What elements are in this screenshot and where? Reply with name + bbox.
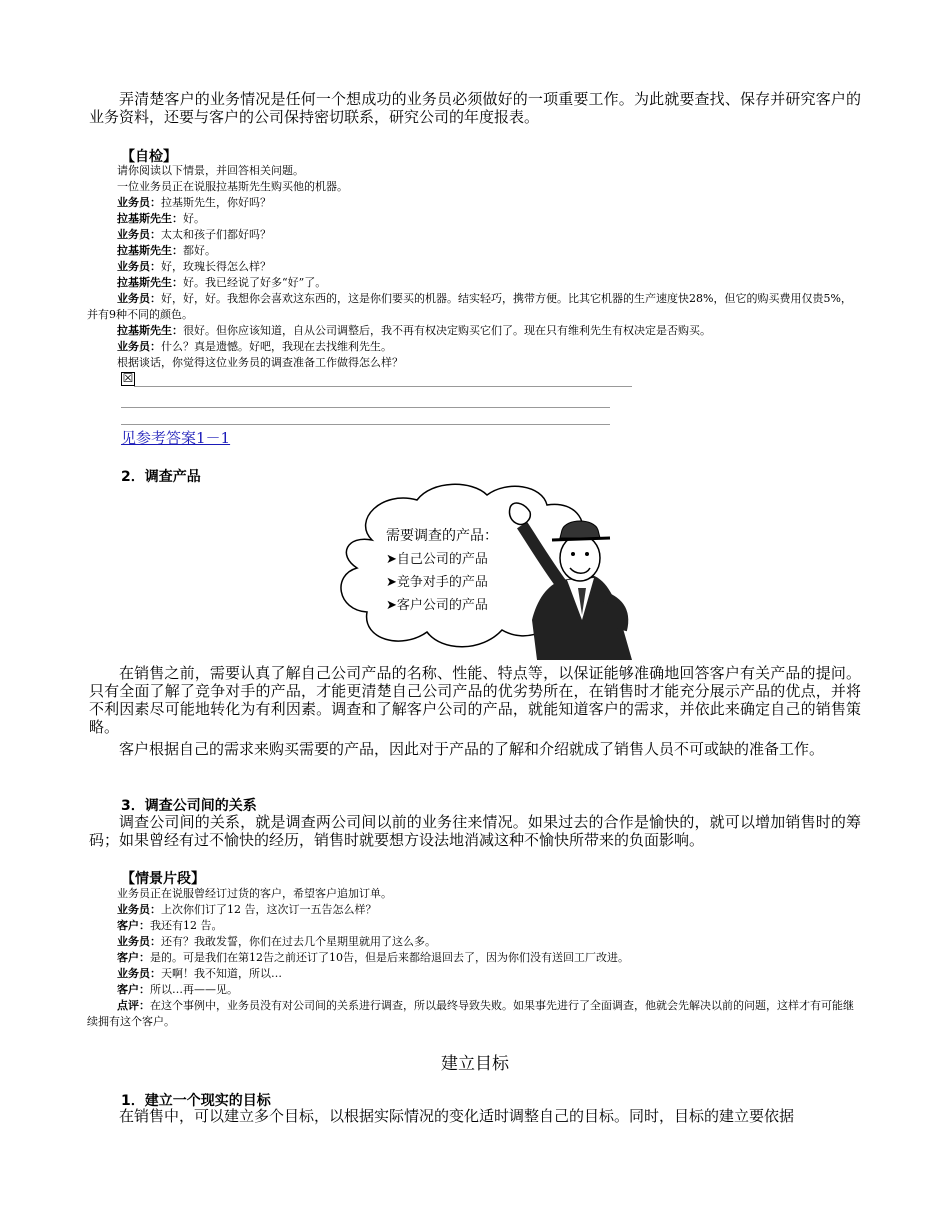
cloud-item: ➤客户公司的产品 — [386, 598, 488, 613]
answer-line[interactable] — [134, 386, 632, 387]
speaker: 业务员： — [117, 903, 161, 916]
dialogue-line — [117, 982, 862, 998]
speaker: 客户： — [117, 983, 150, 996]
utterance: 上次你们订了12 告，这次订一五告怎么样？ — [161, 903, 377, 916]
scenario-heading: 【情景片段】 — [121, 871, 205, 887]
utterance: 太太和孩子们都好吗？ — [161, 228, 271, 241]
dialogue-line — [117, 966, 862, 982]
utterance: 很好。但你应该知道，自从公司调整后，我不再有权决定购买它们了。现在只有维利先生有权决定是否购买。 — [183, 324, 711, 337]
speaker: 点评： — [117, 999, 150, 1012]
scenario-dialogue — [87, 886, 862, 1030]
self-check-instruction: 请你阅读以下情景，并回答相关问题。 — [117, 164, 304, 177]
cloud-title: 需要调查的产品： — [386, 528, 498, 544]
speaker: 业务员： — [117, 228, 161, 241]
relationship-paragraph: 调查公司间的关系，就是调查两公司间以前的业务往来情况。如果过去的合作是愉快的，就可以增加销售时的筹码；如果曾经有过不愉快的经历，销售时就要想方设法地消减这种不愉快所带来的负面影响。 — [89, 813, 861, 849]
speaker: 拉基斯先生： — [117, 212, 183, 225]
utterance: 是的。可是我们在第12告之前还订了10告，但是后来都给退回去了，因为你们没有送回工厂改进。 — [150, 951, 629, 964]
dialogue-line — [117, 339, 862, 355]
scenario-intro: 业务员正在说服曾经订过货的客户，希望客户追加订单。 — [117, 887, 392, 900]
answer-line[interactable] — [121, 424, 610, 425]
dialogue-line — [117, 243, 862, 259]
section-heading: 3．调查公司间的关系 — [121, 798, 257, 814]
speaker: 业务员： — [117, 260, 161, 273]
cloud-illustration — [332, 480, 652, 665]
speaker: 业务员： — [117, 292, 161, 305]
speaker: 业务员： — [117, 967, 161, 980]
utterance: 在这个事例中，业务员没有对公司间的关系进行调查，所以最终导致失败。如果事先进行了全面调查，他就会先解决以前的问题，这样才有可能继续拥有这个客户。 — [87, 999, 854, 1028]
goal-paragraph: 在销售中，可以建立多个目标，以根据实际情况的变化适时调整自己的目标。同时，目标的建立要依据 — [119, 1107, 795, 1125]
section-heading: 2．调查产品 — [121, 469, 201, 485]
answer-line[interactable] — [121, 407, 610, 408]
dialogue-line — [117, 950, 862, 966]
self-check-heading: 【自检】 — [121, 149, 177, 165]
speaker: 业务员： — [117, 196, 161, 209]
dialogue-line — [117, 902, 862, 918]
speaker: 客户： — [117, 951, 150, 964]
speaker: 业务员： — [117, 340, 161, 353]
reference-answer-link[interactable]: 见参考答案1－1 — [121, 429, 231, 447]
speaker: 拉基斯先生： — [117, 324, 183, 337]
utterance: 好，好，好。我想你会喜欢这东西的，这是你们要买的机器。结实轻巧，携带方便。比其它机器的生产速度快28%，但它的购买费用仅贵5%，并有9种不同的颜色。 — [87, 292, 852, 321]
dialogue-line — [117, 259, 862, 275]
subsection-heading: 1．建立一个现实的目标 — [121, 1093, 271, 1109]
cloud-item: ➤自己公司的产品 — [386, 552, 488, 567]
intro-paragraph: 弄清楚客户的业务情况是任何一个想成功的业务员必须做好的一项重要工作。为此就要查找、保存并研究客户的业务资料，还要与客户的公司保持密切联系，研究公司的年度报表。 — [89, 90, 861, 126]
speaker: 业务员： — [117, 935, 161, 948]
dialogue-line — [117, 227, 862, 243]
dialogue-line — [117, 323, 862, 339]
self-check-dialogue — [87, 163, 862, 371]
utterance: 所以…再——见。 — [150, 983, 238, 996]
utterance: 好。我已经说了好多“好”了。 — [183, 276, 327, 289]
answer-checkbox[interactable]: ☒ — [122, 371, 134, 385]
comment-line — [87, 998, 862, 1030]
speaker: 拉基斯先生： — [117, 244, 183, 257]
utterance: 还有？我敢发誓，你们在过去几个星期里就用了这么多。 — [161, 935, 436, 948]
section-title: 建立目标 — [441, 1054, 509, 1074]
utterance: 好。 — [183, 212, 205, 225]
dialogue-line — [117, 918, 862, 934]
utterance: 好，玫瑰长得怎么样？ — [161, 260, 271, 273]
utterance: 拉基斯先生，你好吗？ — [161, 196, 271, 209]
utterance: 都好。 — [183, 244, 216, 257]
dialogue-line — [117, 275, 862, 291]
speaker: 拉基斯先生： — [117, 276, 183, 289]
dialogue-line — [87, 291, 862, 323]
product-paragraph-2: 客户根据自己的需求来购买需要的产品，因此对于产品的了解和介绍就成了销售人员不可或缺的准备工作。 — [119, 740, 825, 758]
utterance: 什么？真是遗憾。好吧，我现在去找维利先生。 — [161, 340, 392, 353]
product-paragraph-1: 在销售之前，需要认真了解自己公司产品的名称、性能、特点等，以保证能够准确地回答客户有关产品的提问。只有全面了解了竞争对手的产品，才能更清楚自己公司产品的优劣势所在，在销售时才能充分展示产品的优点，并将不利因素尽可能地转化为有利因素。调查和了解客户公司的产品，就能知道客户的需求，并依此来确定自己的销售策略。 — [89, 664, 861, 736]
dialogue-line — [117, 934, 862, 950]
self-check-scenario: 一位业务员正在说服拉基斯先生购买他的机器。 — [117, 180, 348, 193]
utterance: 我还有12 告。 — [150, 919, 223, 932]
cloud-item: ➤竞争对手的产品 — [386, 575, 488, 590]
speaker: 客户： — [117, 919, 150, 932]
dialogue-line — [117, 195, 862, 211]
self-check-question: 根据谈话，你觉得这位业务员的调查准备工作做得怎么样？ — [117, 356, 403, 369]
utterance: 天啊！我不知道，所以… — [161, 967, 282, 980]
dialogue-line — [117, 211, 862, 227]
